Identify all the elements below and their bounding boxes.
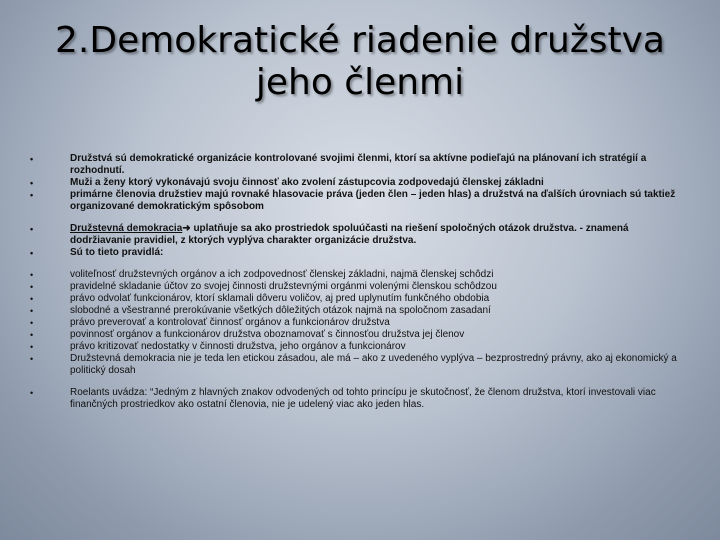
bullet-icon: • [30, 330, 34, 340]
bullet-text: pravidelné skladanie účtov zo svojej činnosti družstevnými orgánmi volenými členskou schôdzou [70, 281, 497, 292]
bullet-text: Roelants uvádza: “Jedným z hlavných znakov odvodených od tohto princípu je skutočnosť, že členom družstva, ktorí investovali viac finančných prostriedkov ako ostatní členovia, nie je udelený viac ako jeden hlas. [70, 387, 656, 410]
bullet-icon: • [30, 388, 34, 398]
arrow-icon: ➜ [182, 223, 191, 234]
bullet-item [30, 293, 690, 305]
bullet-item [30, 387, 690, 411]
bullet-icon: • [30, 178, 34, 188]
bullet-icon: • [30, 248, 34, 258]
bullet-item [30, 305, 690, 317]
title-line-1: 2.Demokratické riadenie družstva [55, 20, 665, 61]
bullet-item [30, 189, 690, 213]
bullet-icon: • [30, 318, 34, 328]
bullet-item [30, 317, 690, 329]
bullet-group-principle [30, 153, 690, 213]
bullet-item [30, 223, 690, 247]
bullet-text: uplatňuje sa ako prostriedok spoluúčasti na riešení spoločných otázok družstva. - znamená dodržiavanie pravidiel, z ktorých vyplýva charakter organizácie družstva. [70, 223, 629, 246]
bullet-icon: • [30, 154, 34, 164]
bullet-group-quote [30, 387, 690, 411]
bullet-item [30, 329, 690, 341]
term-text: Družstevná demokracia [70, 223, 183, 234]
slide-body [30, 153, 690, 421]
bullet-text: právo odvolať funkcionárov, ktorí sklamali dôveru voličov, aj pred uplynutím funkčného obdobia [70, 293, 490, 304]
bullet-icon: • [30, 270, 34, 280]
bullet-item [30, 353, 690, 377]
bullet-text: Družstevná demokracia nie je teda len etickou zásadou, ale má – ako z uvedeného vyplýva – bezprostredný právny, ako aj ekonomický a politický dosah [70, 353, 677, 376]
bullet-icon: • [30, 294, 34, 304]
bullet-item [30, 247, 690, 259]
bullet-text: právo preverovať a kontrolovať činnosť orgánov a funkcionárov družstva [70, 317, 390, 328]
slide-title [0, 20, 720, 104]
title-line-2: jeho členmi [255, 62, 465, 103]
bullet-text: Družstvá sú demokratické organizácie kontrolované svojimi členmi, ktorí sa aktívne podieľajú na plánovaní ich stratégií a rozhodnutí. [70, 153, 647, 176]
bullet-icon: • [30, 190, 34, 200]
bullet-item [30, 153, 690, 177]
bullet-text: voliteľnosť družstevných orgánov a ich zodpovednosť členskej základni, najmä členskej schôdzi [70, 269, 494, 280]
bullet-item [30, 177, 690, 189]
bullet-item [30, 341, 690, 353]
bullet-group-rules [30, 269, 690, 377]
bullet-text: Muži a ženy ktorý vykonávajú svoju činnosť ako zvolení zástupcovia zodpovedajú členskej základni [70, 177, 544, 188]
bullet-text: primárne členovia družstiev majú rovnaké hlasovacie práva (jeden člen – jeden hlas) a družstvá na ďalších úrovniach sú taktiež organizované demokratickým spôsobom [70, 189, 676, 212]
bullet-text: slobodné a všestranné prerokúvanie všetkých dôležitých otázok najmä na spoločnom zasadaní [70, 305, 491, 316]
bullet-icon: • [30, 354, 34, 364]
bullet-group-democracy [30, 223, 690, 259]
bullet-text: povinnosť orgánov a funkcionárov družstva oboznamovať s činnosťou družstva jej členov [70, 329, 465, 340]
bullet-icon: • [30, 342, 34, 352]
bullet-text: Sú to tieto pravidlá: [70, 247, 164, 258]
bullet-text: právo kritizovať nedostatky v činnosti družstva, jeho orgánov a funkcionárov [70, 341, 406, 352]
bullet-item [30, 269, 690, 281]
bullet-icon: • [30, 224, 34, 234]
bullet-item [30, 281, 690, 293]
bullet-icon: • [30, 282, 34, 292]
bullet-icon: • [30, 306, 34, 316]
